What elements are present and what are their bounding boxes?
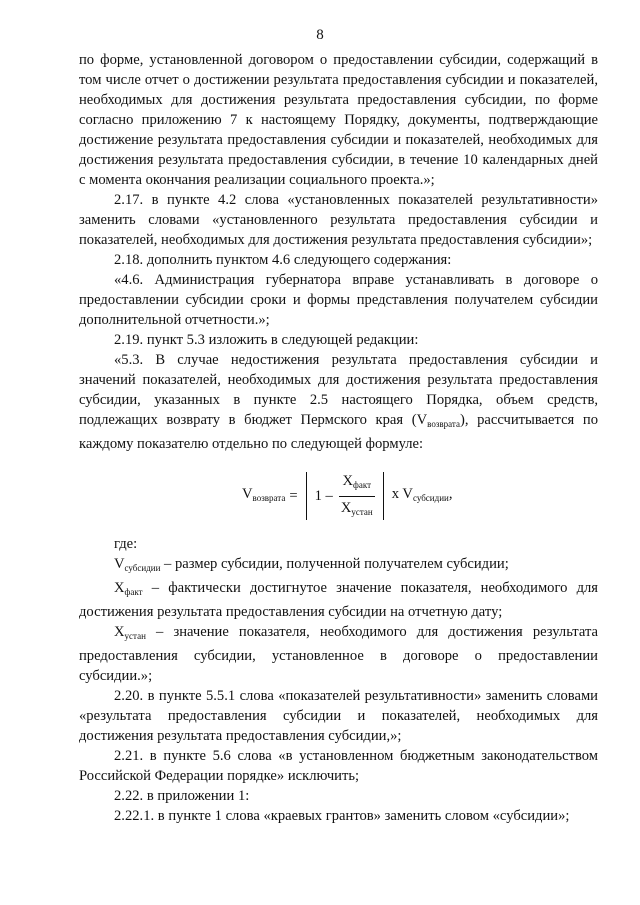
paragraph-text: «5.3. В случае недостижения результата предоставления субсидии и значений показателей, необходимых для достижения результата предоставления субсидии, указанных в пункте 2.5 настоящего Порядка, объем средств, подлежащих возврату в бюджет Пермского края (V [79, 352, 598, 428]
paragraph-5-3 [79, 350, 598, 454]
paragraph: по форме, установленной договором о предоставлении субсидии, содержащий в том числе отчет о достижении результата предоставления субсидии и показателей, необходимых для достижения результата предоставления субсидии, по форме согласно приложению 7 к настоящему Порядку, документы, подтверждающие достижение результата предоставления субсидии и показателей, необходимых для достижения результата предоставления субсидии, в течение 10 календарных дней с момента окончания реализации социального проекта.»; [79, 52, 598, 188]
document-body [79, 50, 598, 826]
formula-fraction [337, 471, 377, 522]
where-label: где: [114, 536, 138, 552]
subscript: возврата [427, 419, 460, 429]
definition-x-fact: $X_{факт}$ – фактически достигнутое значение показателя, необходимого для достижения результата предоставления субсидии на отчетную дату; [79, 580, 598, 620]
page-number: 8 [316, 27, 324, 43]
paragraph: 2.21. в пункте 5.6 слова «в установленном бюджетным законодательством Российской Федерации порядке» исключить; [79, 748, 598, 784]
paragraph-text: ), рассчитывается по каждому показателю отдельно по следующей формуле: [79, 412, 598, 452]
abs-bar-left [306, 472, 307, 520]
paragraph: 2.20. в пункте 5.5.1 слова «показателей результативности» заменить словами «результата предоставления субсидии и показателей, необходимых для достижения результата предоставления субсидии,»; [79, 688, 598, 744]
formula-equals: = [289, 488, 298, 504]
formula-rhs: x $V_{субсидии}$, [391, 486, 453, 503]
formula [79, 460, 598, 530]
fraction-denominator: $X_{устан}$ [340, 499, 373, 517]
paragraph: «4.6. Администрация губернатора вправе устанавливать в договоре о предоставлении субсидии сроки и формы представления получателем субсидии дополнительной отчетности.»; [79, 272, 598, 328]
definition-v-subsidy: $V_{субсидии}$ – размер субсидии, полученной получателем субсидии; [114, 556, 509, 573]
paragraph: 2.19. пункт 5.3 изложить в следующей редакции: [114, 332, 419, 348]
definition-x-set: $X_{устан}$ – значение показателя, необходимого для достижения результата предоставления субсидии, установленное в договоре о предоставлении субсидии.»; [79, 624, 598, 684]
formula-one-minus: 1 – [314, 488, 333, 504]
paragraph: 2.22.1. в пункте 1 слова «краевых грантов» заменить словом «субсидии»; [114, 808, 570, 824]
abs-bar-right [383, 472, 384, 520]
paragraph: 2.22. в приложении 1: [114, 788, 250, 804]
paragraph: 2.18. дополнить пунктом 4.6 следующего содержания: [114, 252, 452, 268]
paragraph: 2.17. в пункте 4.2 слова «установленных показателей результативности» заменить словами «установленного результата предоставления субсидии и показателей, необходимых для достижения результата предоставления субсидии»; [79, 192, 598, 248]
fraction-numerator: $X_{факт}$ [339, 471, 376, 497]
formula-lhs: $V_{возврата}$ [242, 486, 286, 503]
